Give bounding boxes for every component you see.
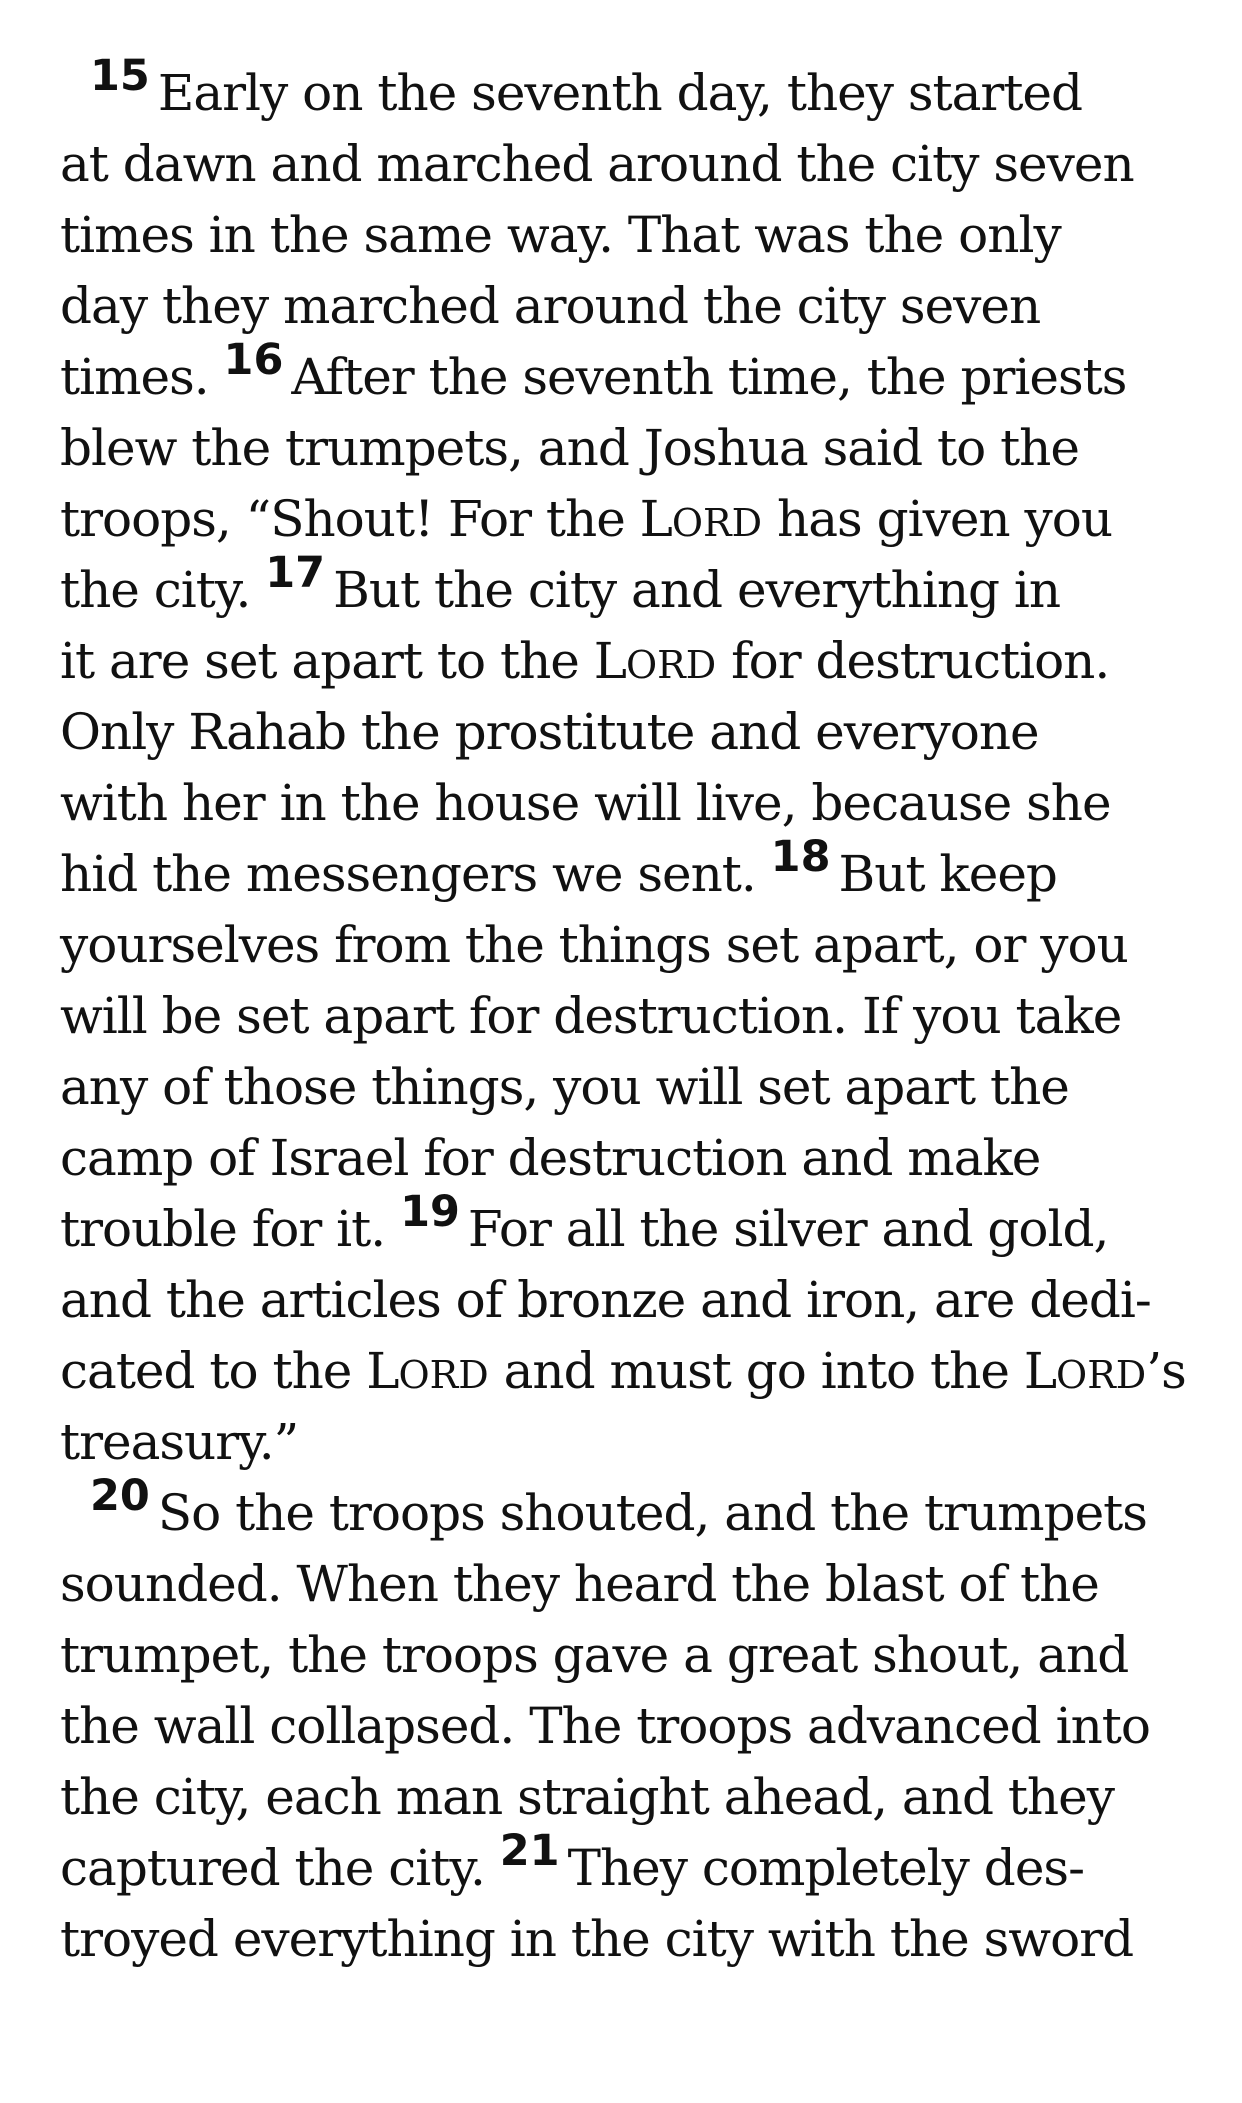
verse-text: ’s (1146, 1342, 1186, 1400)
text-line (60, 832, 1182, 910)
verse-text: the wall collapsed. The troops advanced into (60, 1697, 1150, 1755)
verse-text: with her in the house will live, because she (60, 774, 1111, 832)
text-line (60, 1265, 1182, 1336)
verse-number: 19 (400, 1187, 460, 1237)
verse-number: 20 (90, 1471, 150, 1521)
text-line (60, 1052, 1182, 1123)
text-line (60, 1904, 1182, 1975)
text-line (60, 1123, 1182, 1194)
verse-number: 16 (223, 335, 284, 385)
small-caps-text: ORD (626, 643, 717, 687)
text-line (60, 548, 1182, 626)
verse-number: 17 (265, 548, 326, 598)
text-line (60, 697, 1182, 768)
verse-text: troyed everything in the city with the sword (60, 1910, 1134, 1968)
verse-text: times in the same way. That was the only (60, 206, 1061, 264)
verse-text: But the city and everything in (333, 561, 1061, 619)
verse-text: trouble for it. (60, 1200, 401, 1258)
verse-text: After the seventh time, the priests (291, 348, 1127, 406)
verse-text: will be set apart for destruction. If you take (60, 987, 1122, 1045)
verse-text: captured the city. (60, 1839, 500, 1897)
verse-text: day they marched around the city seven (60, 277, 1041, 335)
verse-text: Only Rahab the prostitute and everyone (60, 703, 1039, 761)
verse-text: and the articles of bronze and iron, are dedi- (60, 1271, 1151, 1329)
verse-text: Early on the seventh day, they started (157, 64, 1083, 122)
text-line (60, 910, 1182, 981)
verse-text: So the troops shouted, and the trumpets (157, 1484, 1147, 1542)
verse-text: times. (60, 348, 224, 406)
verse-text: cated to the L (60, 1342, 399, 1400)
text-line (60, 1826, 1182, 1904)
text-line (60, 1187, 1182, 1265)
verse-text: troops, “Shout! For the L (60, 490, 672, 548)
text-line (60, 484, 1182, 555)
text-line (60, 129, 1182, 200)
text-line (60, 335, 1182, 413)
verse-text: camp of Israel for destruction and make (60, 1129, 1041, 1187)
text-line (60, 1691, 1182, 1762)
text-line (60, 1471, 1182, 1549)
verse-text: it are set apart to the L (60, 632, 626, 690)
verse-text: for destruction. (716, 632, 1110, 690)
small-caps-text: ORD (398, 1353, 489, 1397)
verse-text: and must go into the L (488, 1342, 1057, 1400)
text-line (60, 1407, 1182, 1478)
text-line (60, 981, 1182, 1052)
text-line (60, 626, 1182, 697)
small-caps-text: ORD (671, 501, 763, 545)
verse-text: any of those things, you will set apart the (60, 1058, 1069, 1116)
text-line (60, 1549, 1182, 1620)
verse-number: 15 (90, 51, 150, 101)
text-line (60, 1762, 1182, 1833)
text-line (60, 1620, 1182, 1691)
verse-text: trumpet, the troops gave a great shout, and (60, 1626, 1129, 1684)
text-line (60, 768, 1182, 839)
verse-text: the city. (60, 561, 266, 619)
verse-text: blew the trumpets, and Joshua said to the (60, 419, 1079, 477)
scripture-passage (60, 51, 1186, 1975)
verse-number: 21 (499, 1826, 560, 1876)
small-caps-text: ORD (1056, 1353, 1147, 1397)
verse-text: They completely des- (567, 1839, 1084, 1897)
verse-text: For all the silver and gold, (467, 1200, 1109, 1258)
verse-text: yourselves from the things set apart, or you (60, 916, 1128, 974)
text-line (60, 271, 1182, 342)
verse-text: treasury.” (60, 1413, 299, 1471)
text-line (60, 413, 1182, 484)
text-line (60, 51, 1182, 129)
verse-text: the city, each man straight ahead, and they (60, 1768, 1114, 1826)
verse-text: hid the messengers we sent. (60, 845, 771, 903)
verse-text: at dawn and marched around the city seven (60, 135, 1134, 193)
verse-number: 18 (770, 832, 831, 882)
verse-text: sounded. When they heard the blast of the (60, 1555, 1099, 1613)
text-line (60, 200, 1182, 271)
verse-text: has given you (762, 490, 1113, 548)
verse-text: But keep (838, 845, 1057, 903)
text-line (60, 1336, 1186, 1407)
